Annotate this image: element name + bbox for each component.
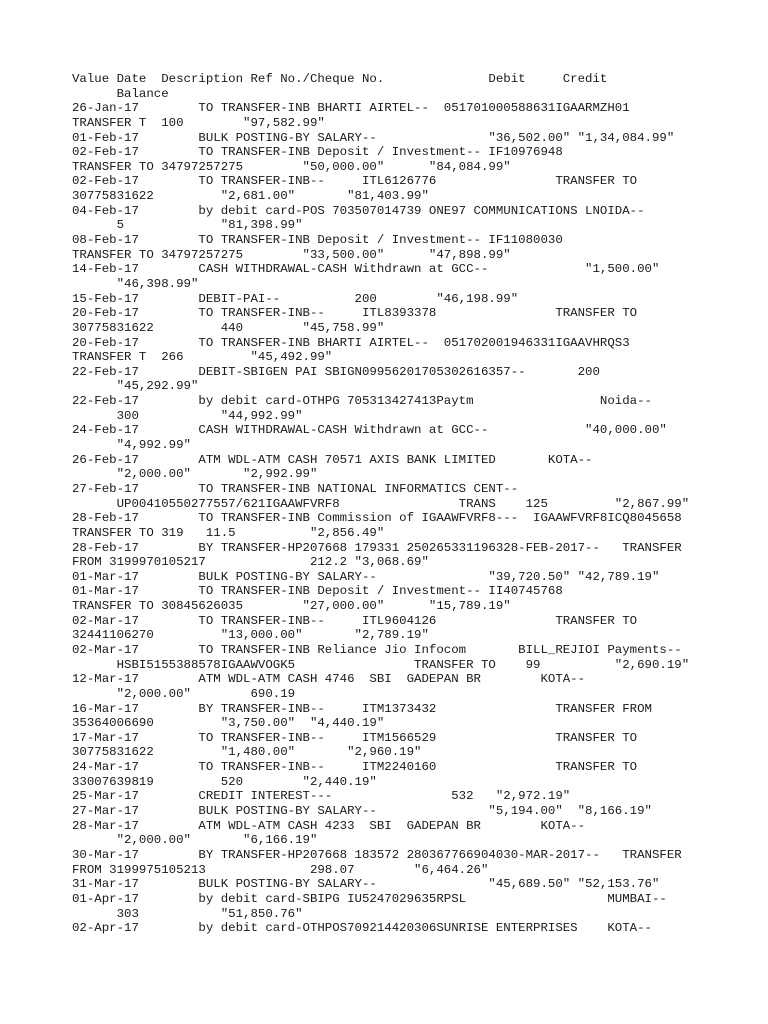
- statement-line: FROM 3199975105213 298.07 "6,464.26": [72, 862, 489, 877]
- statement-line: 32441106270 "13,000.00" "2,789.19": [72, 628, 429, 643]
- statement-line: TRANSFER TO 30845626035 "27,000.00" "15,789.19": [72, 599, 511, 614]
- statement-line: 26-Feb-17 ATM WDL-ATM CASH 70571 AXIS BANK LIMITED KOTA--: [72, 452, 593, 467]
- statement-line: HSBI5155388578IGAAWVOGK5 TRANSFER TO 99 "2,690.19": [72, 657, 690, 672]
- statement-line: 02-Feb-17 TO TRANSFER-INB Deposit / Investment-- IF10976948: [72, 145, 563, 160]
- statement-line: 14-Feb-17 CASH WITHDRAWAL-CASH Withdrawn at GCC-- "1,500.00": [72, 262, 660, 277]
- statement-line: 31-Mar-17 BULK POSTING-BY SALARY-- "45,689.50" "52,153.76": [72, 877, 660, 892]
- statement-line: 28-Mar-17 ATM WDL-ATM CASH 4233 SBI GADEPAN BR KOTA--: [72, 818, 586, 833]
- statement-line: 01-Feb-17 BULK POSTING-BY SALARY-- "36,502.00" "1,34,084.99": [72, 130, 675, 145]
- statement-line: 28-Feb-17 TO TRANSFER-INB Commission of IGAAWFVRF8--- IGAAWFVRF8ICQ8045658: [72, 511, 682, 526]
- statement-line: "2,000.00" "2,992.99": [72, 467, 318, 482]
- statement-line: 08-Feb-17 TO TRANSFER-INB Deposit / Investment-- IF11080030: [72, 233, 563, 248]
- statement-line: 12-Mar-17 ATM WDL-ATM CASH 4746 SBI GADEPAN BR KOTA--: [72, 672, 586, 687]
- statement-line: Value Date Description Ref No./Cheque No. Debit Credit: [72, 72, 608, 86]
- statement-line: TRANSFER TO 34797257275 "50,000.00" "84,084.99": [72, 159, 511, 174]
- statement-line: 01-Mar-17 BULK POSTING-BY SALARY-- "39,720.50" "42,789.19": [72, 569, 660, 584]
- statement-line: 02-Mar-17 TO TRANSFER-INB-- ITL9604126 TRANSFER TO: [72, 613, 638, 628]
- statement-line: 30775831622 "2,681.00" "81,403.99": [72, 189, 429, 204]
- statement-line: 33007639819 520 "2,440.19": [72, 774, 377, 789]
- statement-line: "46,398.99": [72, 276, 199, 291]
- statement-line: "2,000.00" 690.19: [72, 686, 296, 701]
- statement-line: 27-Mar-17 BULK POSTING-BY SALARY-- "5,194.00" "8,166.19": [72, 804, 652, 819]
- statement-line: 27-Feb-17 TO TRANSFER-INB NATIONAL INFORMATICS CENT--: [72, 481, 519, 496]
- statement-line: 01-Apr-17 by debit card-SBIPG IU5247029635RPSL MUMBAI--: [72, 891, 667, 906]
- statement-line: 30775831622 440 "45,758.99": [72, 320, 385, 335]
- statement-line: 16-Mar-17 BY TRANSFER-INB-- ITM1373432 TRANSFER FROM: [72, 701, 652, 716]
- statement-line: 26-Jan-17 TO TRANSFER-INB BHARTI AIRTEL-- 051701000588631IGAARMZH01: [72, 101, 630, 116]
- statement-line: 02-Mar-17 TO TRANSFER-INB Reliance Jio Infocom BILL_REJIOI Payments--: [72, 642, 682, 657]
- statement-line: 20-Feb-17 TO TRANSFER-INB BHARTI AIRTEL-- 051702001946331IGAAVHRQS3: [72, 335, 630, 350]
- statement-line: "4,992.99": [72, 438, 191, 453]
- statement-line: 20-Feb-17 TO TRANSFER-INB-- ITL8393378 TRANSFER TO: [72, 306, 638, 321]
- statement-line: TRANSFER T 266 "45,492.99": [72, 350, 333, 365]
- statement-line: FROM 3199970105217 212.2 "3,068.69": [72, 555, 429, 570]
- statement-line: 01-Mar-17 TO TRANSFER-INB Deposit / Investment-- II40745768: [72, 584, 563, 599]
- statement-line: 22-Feb-17 DEBIT-SBIGEN PAI SBIGN09956201705302616357-- 200: [72, 364, 600, 379]
- statement-line: 22-Feb-17 by debit card-OTHPG 705313427413Paytm Noida--: [72, 394, 652, 409]
- statement-line: Balance: [72, 86, 169, 101]
- statement-line: 28-Feb-17 BY TRANSFER-HP207668 179331 250265331196328-FEB-2017-- TRANSFER: [72, 540, 682, 555]
- statement-line: TRANSFER TO 34797257275 "33,500.00" "47,898.99": [72, 247, 511, 262]
- statement-line: 30775831622 "1,480.00" "2,960.19": [72, 745, 422, 760]
- statement-line: 02-Apr-17 by debit card-OTHPOS709214420306SUNRISE ENTERPRISES KOTA--: [72, 921, 652, 936]
- statement-line: "2,000.00" "6,166.19": [72, 833, 318, 848]
- statement-line: 5 "81,398.99": [72, 218, 303, 233]
- statement-line: 24-Feb-17 CASH WITHDRAWAL-CASH Withdrawn at GCC-- "40,000.00": [72, 423, 667, 438]
- statement-line: 24-Mar-17 TO TRANSFER-INB-- ITM2240160 TRANSFER TO: [72, 760, 638, 775]
- statement-line: 303 "51,850.76": [72, 906, 303, 921]
- statement-line: TRANSFER T 100 "97,582.99": [72, 115, 325, 130]
- statement-line: 02-Feb-17 TO TRANSFER-INB-- ITL6126776 TRANSFER TO: [72, 174, 638, 189]
- statement-line: 17-Mar-17 TO TRANSFER-INB-- ITM1566529 TRANSFER TO: [72, 730, 638, 745]
- statement-line: 04-Feb-17 by debit card-POS 703507014739 ONE97 COMMUNICATIONS LNOIDA--: [72, 203, 645, 218]
- bank-statement-text: [72, 72, 752, 936]
- statement-line: 30-Mar-17 BY TRANSFER-HP207668 183572 280367766904030-MAR-2017-- TRANSFER: [72, 847, 682, 862]
- statement-line: 15-Feb-17 DEBIT-PAI-- 200 "46,198.99": [72, 291, 519, 306]
- statement-line: "45,292.99": [72, 379, 199, 394]
- statement-line: UP00410550277557/621IGAAWFVRF8 TRANS 125 "2,867.99": [72, 496, 690, 511]
- statement-line: 25-Mar-17 CREDIT INTEREST--- 532 "2,972.19": [72, 789, 571, 804]
- statement-line: 300 "44,992.99": [72, 408, 303, 423]
- statement-line: TRANSFER TO 319 11.5 "2,856.49": [72, 525, 385, 540]
- statement-line: 35364006690 "3,750.00" "4,440.19": [72, 716, 385, 731]
